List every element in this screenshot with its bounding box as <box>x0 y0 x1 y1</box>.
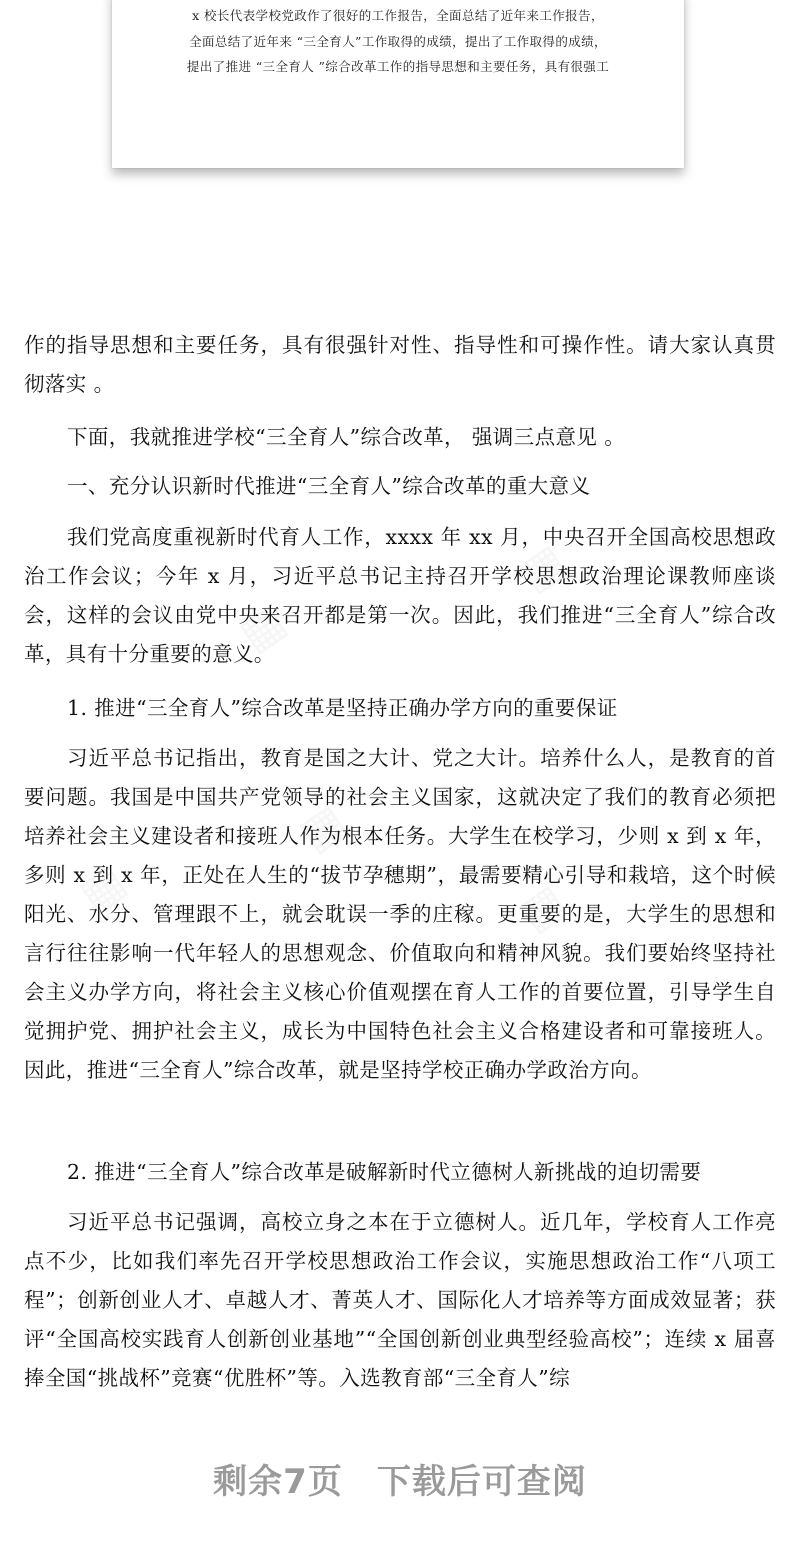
document-preview-card <box>112 0 684 168</box>
remaining-pages-label: 剩余7页 <box>213 1462 343 1502</box>
preview-line: x 校长代表学校党政作了很好的工作报告，全面总结了近年来工作报告， <box>192 8 604 23</box>
paragraph: 习近平总书记指出，教育是国之大计、党之大计。培养什么人，是教育的首要问题。我国是中国共产党领导的社会主义国家，这就决定了我们的教育必须把培养社会主义建设者和接班人作为根本任务。大学生在校学习，少则 x 到 x 年，多则 x 到 x 年，正处在人生的“拔节孕穗期”，最需要精心引导和栽培，这个时候阳光、水分、管理跟不上，就会耽误一季的庄稼。更重要的是，大学生的思想和言行往往影响一代年轻人的思想观念、价值取向和精神风貌。我们要始终坚持社会主义办学方向，将社会主义核心价值观摆在育人工作的首要位置，引导学生自觉拥护党、拥护社会主义，成长为中国特色社会主义合格建设者和可靠接班人。因此，推进“三全育人”综合改革，就是坚持学校正确办学政治方向。 <box>24 746 776 1082</box>
section-heading: 一、充分认识新时代推进“三全育人”综合改革的重大意义 <box>67 474 591 498</box>
preview-line: 全面总结了近年来 “三全育人”工作取得的成绩，提出了工作取得的成绩， <box>189 34 607 49</box>
subsection-heading: 1. 推进“三全育人”综合改革是坚持正确办学方向的重要保证 <box>67 696 618 720</box>
remaining-pages-banner[interactable] <box>0 1454 800 1503</box>
paragraph: 下面，我就推进学校“三全育人”综合改革， 强调三点意见 。 <box>67 425 626 449</box>
paragraph: 作的指导思想和主要任务，具有很强针对性、指导性和可操作性。请大家认真贯彻落实 。 <box>24 333 776 396</box>
subsection-heading: 2. 推进“三全育人”综合改革是破解新时代立德树人新挑战的迫切需要 <box>67 1160 702 1184</box>
paragraph: 习近平总书记强调，高校立身之本在于立德树人。近几年，学校育人工作亮点不少，比如我们率先召开学校思想政治工作会议，实施思想政治工作“八项工程”；创新创业人才、卓越人才、菁英人才、国际化人才培养等方面成效显著；获评“全国高校实践育人创新创业基地”“全国创新创业典型经验高校”；连续 x 届喜捧全国“挑战杯”竞赛“优胜杯”等。入选教育部“三全育人”综 <box>24 1210 776 1390</box>
download-hint-label: 下载后可查阅 <box>376 1462 587 1502</box>
paragraph: 我们党高度重视新时代育人工作，xxxx 年 xx 月，中央召开全国高校思想政治工作会议；今年 x 月，习近平总书记主持召开学校思想政治理论课教师座谈会，这样的会议由党中央来召开都是第一次。因此，我们推进“三全育人”综合改革，具有十分重要的意义。 <box>24 525 776 666</box>
preview-line: 提出了推进 “三全育人 ”综合改革工作的指导思想和主要任务，具有很强工 <box>186 59 610 74</box>
